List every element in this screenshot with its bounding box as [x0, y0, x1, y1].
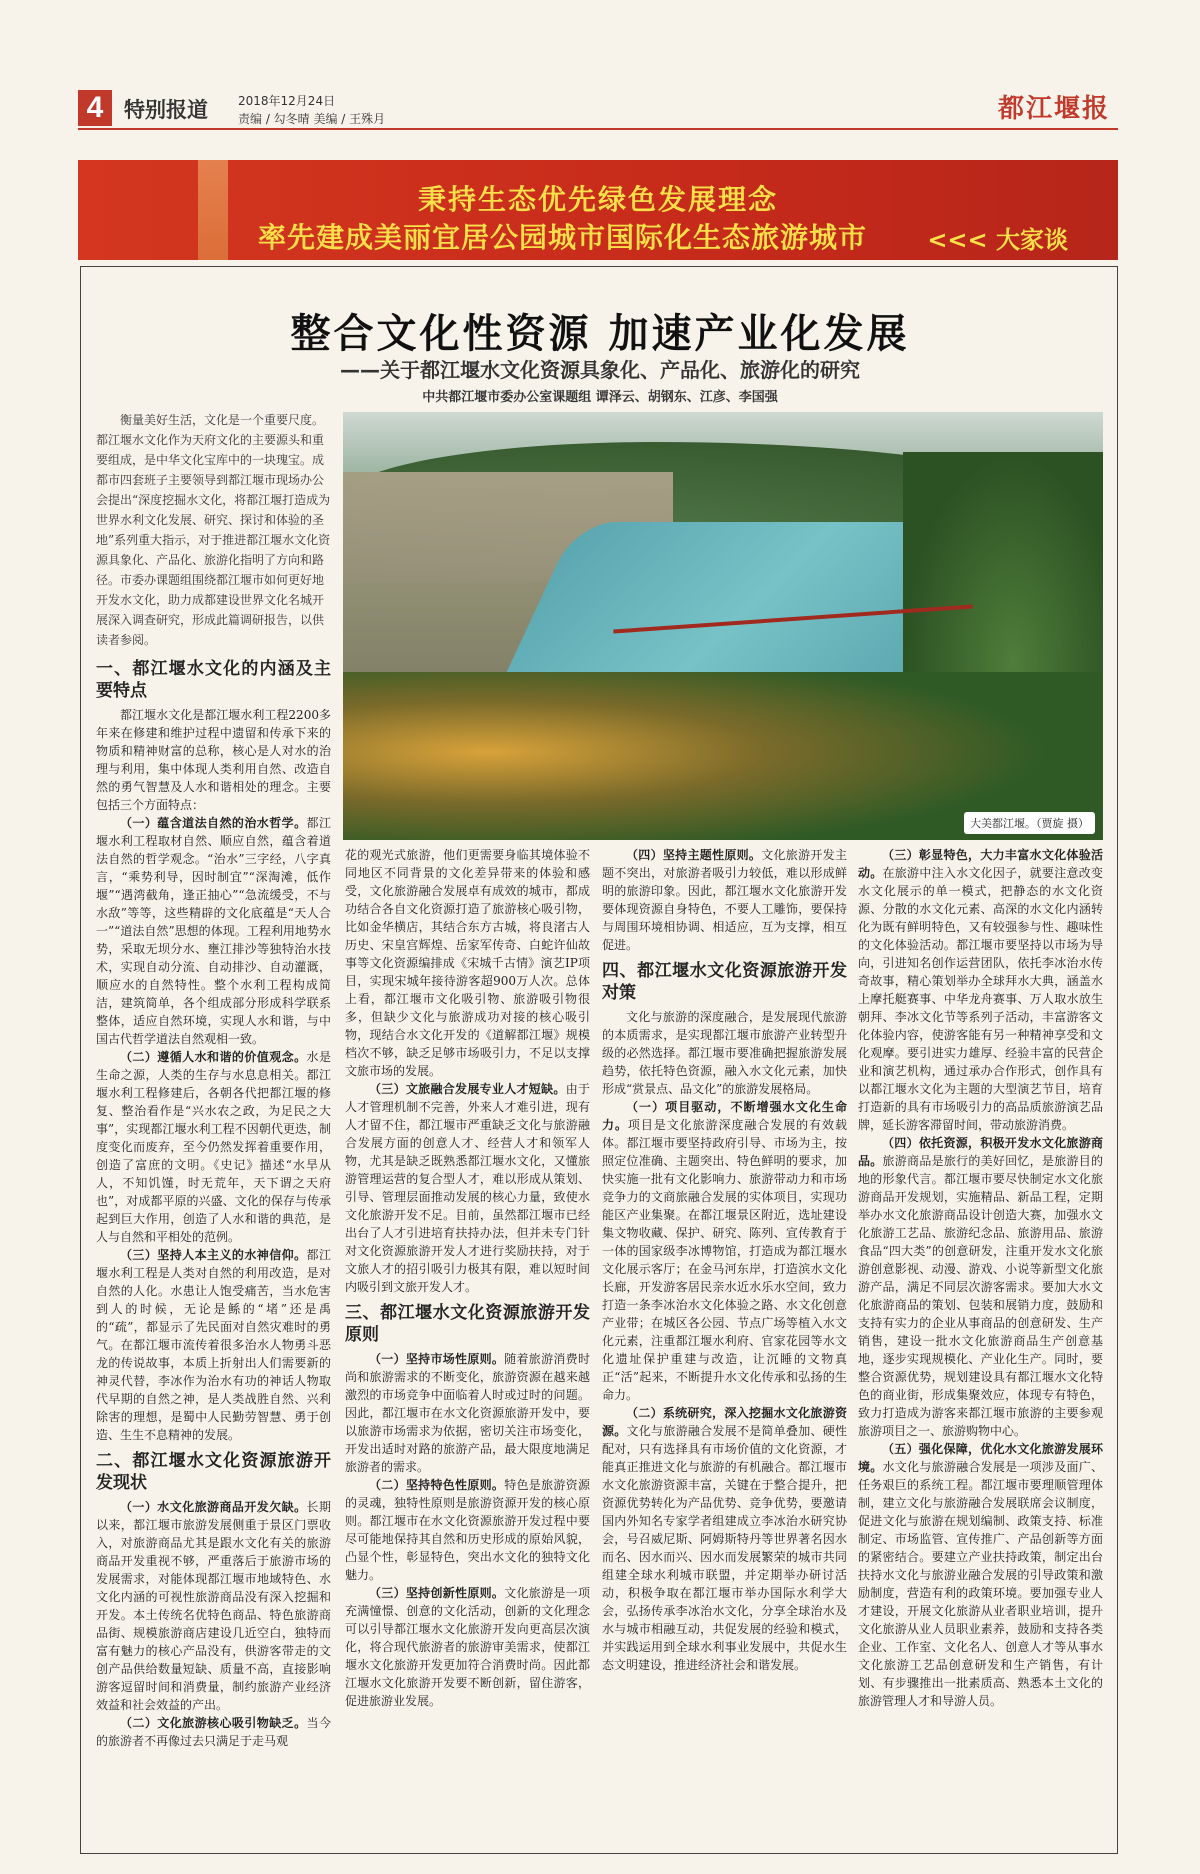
article-title: 整合文化性资源 加速产业化发展 — [290, 310, 910, 357]
paragraph-text: 文化旅游是一项充满憧憬、创意的文化活动，创新的文化理念可以引导都江堰水文化旅游开发向更高层次演化，将合现代旅游者的旅游审美需求，使都江堰水文化旅游开发更加符合消费时尚。因此都江堰水文化旅游开发要不断创新，留住游客，促进旅游业发展。 — [345, 1586, 590, 1708]
paragraph — [602, 1404, 847, 1674]
column-4 — [858, 846, 1103, 1844]
newspaper-logo: 都江堰报 — [997, 94, 1110, 124]
paragraph-text: 都江堰水利工程是人类对自然的利用改造，是对自然的人化。水患让人饱受痛苦，当水危害到人的时候，无论是鲧的“堵”还是禹的“疏”，都显示了先民面对自然灾难时的勇气。在都江堰市流传着很多治水人物勇斗恶龙的传说故事，本质上折射出人们需要新的神灵代替，李冰作为治水有功的神话人物取代早期的自然之神，是人类战胜自然、兴利除害的理想，是蜀中人民勤劳智慧、勇于创造、生生不息精神的发展。 — [96, 1248, 331, 1442]
paragraph — [345, 1476, 590, 1584]
banner-line-2: 率先建成美丽宜居公园城市国际化生态旅游城市 — [258, 221, 868, 254]
paragraph — [96, 1498, 331, 1714]
paragraph: 文化与旅游的深度融合，是发展现代旅游的本质需求，是实现都江堰市旅游产业转型升级的必然选择。都江堰市要准确把握旅游发展趋势，依托特色资源，融入水文化元素，加快形成“赏景点、品文化”的旅游发展格局。 — [602, 1010, 847, 1096]
paragraph — [345, 1350, 590, 1476]
subheading: （二）系统研究，深入挖掘水文化旅游资源。 — [602, 1406, 847, 1438]
subheading: （四）坚持主题性原则。 — [626, 848, 762, 862]
paragraph — [96, 1714, 331, 1750]
paragraph-text: 特色是旅游资源的灵魂，独特性原则是旅游资源开发的核心原则。都江堰市在水文化资源旅游开发过程中要尽可能地保持其自然和历史形成的原始风貌，凸显个性，彰显特色，突出水文化的独特文化魅力。 — [345, 1478, 590, 1582]
page-number: 4 — [78, 90, 112, 126]
paragraph — [96, 814, 331, 1048]
masthead — [78, 88, 1118, 130]
subheading: （三）坚持创新性原则。 — [369, 1586, 505, 1600]
issue-date: 2018年12月24日 — [238, 94, 336, 108]
banner-line-1: 秉持生态优先绿色发展理念 — [417, 183, 778, 216]
paragraph: 都江堰水文化是都江堰水利工程2200多年来在修建和维护过程中遗留和传承下来的物质和精神财富的总称，核心是人对水的治理与利用，集中体现人类利用自然、改造自然的勇气智慧及人水和谐相处的理念。主要包括三个方面特点： — [96, 708, 331, 812]
paragraph — [96, 1048, 331, 1246]
subheading: （一）水文化旅游商品开发欠缺。 — [120, 1500, 307, 1514]
photo-caption: 大美都江堰。（贾旋 摄） — [964, 812, 1095, 834]
paragraph — [858, 1134, 1103, 1440]
paragraph-text: 旅游商品是旅行的美好回忆，是旅游目的地的形象代言。都江堰市要尽快制定水文化旅游商品开发规划，实施精品、新品工程，定期举办水文化旅游商品设计创造大赛，加强水文化旅游工艺品、旅游纪念品、旅游用品、旅游食品“四大类”的创意研发，注重开发水文化旅游创意影视、动漫、游戏、小说等新型文化旅游产品，满足不同层次游客需求。要加大水文化旅游商品的策划、包装和展销力度，鼓励和支持有实力的企业从事商品的创意研发、生产销售，建设一批水文化旅游商品生产创意基地，逐步实现规模化、产业化生产。同时，要整合资源优势，规划建设具有都江堰水文化特色的商业街，形成集聚效应，体现专有特色，致力打造成为游客来都江堰市旅游的主要参观旅游项目之一、旅游购物中心。 — [858, 1154, 1103, 1438]
heading-3: 三、都江堰水文化资源旅游开发原则 — [345, 1303, 590, 1345]
subheading: （三）坚持人本主义的水神信仰。 — [120, 1248, 307, 1262]
lead-paragraph: 衡量美好生活，文化是一个重要尺度。都江堰水文化作为天府文化的主要源头和重要组成，是中华文化宝库中的一块瑰宝。成都市四套班子主要领导到都江堰市现场办公会提出“深度挖掘水文化，将都江堰打造成为世界水利文化发展、研究、探讨和体验的圣地”系列重大指示，对于推进都江堰水文化资源具象化、产品化、旅游化指明了方向和路径。市委办课题组围绕都江堰市如何更好地开发水文化，助力成都建设世界文化名城开展深入调查研究，形成此篇调研报告，以供读者参阅。 — [96, 413, 331, 647]
heading-1: 一、都江堰水文化的内涵及主要特点 — [96, 659, 331, 701]
subheading: （一）蕴含道法自然的治水哲学。 — [120, 816, 307, 830]
subheading: （二）遵循人水和谐的价值观念。 — [120, 1050, 307, 1064]
subheading: （三）彰显特色，大力丰富水文化体验活动。 — [858, 848, 1103, 880]
dujiangyan-photo — [343, 412, 1103, 840]
subheading: （二）坚持特色性原则。 — [369, 1478, 505, 1492]
paragraph-text: 水是生命之源，人类的生存与水息息相关。都江堰水利工程修建后，各朝各代把都江堰的修复、整治看作是“兴水农之政，为足民之大事”，实现都江堰水利工程不因朝代更迭，制度变化而废弃，至今仍然发挥着重要作用，创造了富庶的文明。《史记》描述“水旱从人，不知饥馑，时无荒年，天下谓之天府也”，对成都平原的兴盛、文化的保存与传承起到巨大作用，创造了人水和谐的典范，是人与自然和平相处的范例。 — [96, 1050, 331, 1244]
subheading: （一）项目驱动，不断增强水文化生命力。 — [602, 1100, 847, 1132]
subheading: （三）文旅融合发展专业人才短缺。 — [369, 1082, 566, 1096]
paragraph — [345, 1584, 590, 1710]
paragraph — [602, 846, 847, 954]
paragraph-text: 长期以来，都江堰市旅游发展侧重于景区门票收入，对旅游商品尤其是跟水文化有关的旅游商品开发重视不够，严重落后于旅游市场的发展需求，对能体现都江堰市地域特色、水文化内涵的可视性旅游商品没有深入挖掘和开发。本土传统名优特色商品、特色旅游商品街、规模旅游商店建设几近空白，独特而富有魅力的核心产品没有，供游客带走的文创产品供给数量短缺、质量不高，直接影响游客逗留时间和消费量，制约旅游产业经济效益和社会效益的产出。 — [96, 1500, 331, 1712]
feature-banner — [78, 160, 1118, 260]
paragraph-text: 随着旅游消费时尚和旅游需求的不断变化，旅游资源在越来越激烈的市场竞争中面临着人时或过时的问题。因此，都江堰市在水文化资源旅游开发中，要以旅游市场需求为依据，密切关注市场变化，开发出适时对路的旅游产品，最大限度地满足旅游者的需求。 — [345, 1352, 590, 1474]
heading-4: 四、都江堰水文化资源旅游开发对策 — [602, 961, 847, 1003]
subheading: （五）强化保障，优化水文化旅游发展环境。 — [858, 1442, 1103, 1474]
paragraph-text: 水文化与旅游融合发展是一项涉及面广、任务艰巨的系统工程。都江堰市要理顺管理体制，建立文化与旅游融合发展联席会议制度，促进文化与旅游在规划编制、政策支持、标准制定、市场监管、宣传推广、产品创新等方面的紧密结合。要建立产业扶持政策，制定出台扶持水文化与旅游业融合发展的引导政策和激励制度，营造有利的政策环境。要加强专业人才建设，开展文化旅游从业者职业培训，提升文化旅游从业人员职业素养，鼓励和支持各类企业、工作室、文化名人、创意人才等从事水文化旅游工艺品创意研发和生产销售，有计划、有步骤推出一批素质高、熟悉本土文化的旅游管理人才和导游人员。 — [858, 1460, 1103, 1708]
subheading: （一）坚持市场性原则。 — [369, 1352, 505, 1366]
paragraph: 花的观光式旅游，他们更需要身临其境体验不同地区不同背景的文化差异带来的体验和感受，文化旅游融合发展卓有成效的城市，都成功结合各自文化资源打造了旅游核心吸引物，比如金华横店，其结合东方古城，将良渚古人历史、宋皇宫辉煌、岳家军传奇、白蛇许仙故事等文化资源编排成《宋城千古情》演艺IP项目，实现宋城年接待游客超900万人次。总体上看，都江堰市文化吸引物、旅游吸引物很多，但缺少文化与旅游成功对接的核心吸引物，现结合水文化开发的《道解都江堰》规模档次不够，缺乏足够市场吸引力，不足以支撑文旅市场的发展。 — [345, 848, 590, 1078]
paragraph — [858, 1440, 1103, 1710]
column-1 — [96, 652, 331, 1844]
paragraph-text: 当今的旅游者不再像过去只满足于走马观 — [96, 1716, 331, 1748]
paragraph-text: 由于人才管理机制不完善，外来人才难引进，现有人才留不住，都江堰市严重缺乏文化与旅游融合发展方面的创意人才、经营人才和领军人物，尤其是缺乏既熟悉都江堰水文化，又懂旅游管理运营的复合型人才，难以形成从策划、引导、管理层面推动发展的核心力量，致使水文化旅游开发不足。目前，虽然都江堰市已经出台了人才引进培育扶持办法，但并未专门针对文化资源旅游开发人才进行奖励扶持，对于文旅人才的招引吸引力极其有限，难以短时间内吸引到文旅开发人才。 — [345, 1082, 590, 1294]
banner-tag: <<< 大家谈 — [927, 226, 1068, 254]
section-name: 特别报道 — [124, 98, 208, 122]
paragraph-text: 在旅游中注入水文化因子，就要注意改变水文化展示的单一模式，把静态的水文化资源、分散的水文化元素、高深的水文化内涵转化为既有鲜明特色，又有较强参与性、趣味性的文化体验活动。都江堰市要坚持以市场为导向，引进知名创作运营团队，依托李冰治水传奇故事，精心策划举办全球拜水大典，涵盖水上摩托艇赛事、中华龙舟赛事、万人取水放生朝拜、李冰文化节等系列子活动，丰富游客文化体验内容，使游客能有另一种精神享受和文化观摩。要引进实力雄厚、经验丰富的民营企业和演艺机构，通过承办合作形式，创作具有以都江堰水文化为主题的大型演艺节目，培育打造新的具有市场吸引力的高品质旅游演艺品牌，延长游客滞留时间，带动旅游消费。 — [858, 866, 1103, 1132]
column-2 — [345, 846, 590, 1844]
paragraph — [345, 1080, 590, 1296]
paragraph-text: 项目是文化旅游深度融合发展的有效载体。都江堰市要坚持政府引导、市场为主，按照定位准确、主题突出、特色鲜明的要求，加快实施一批有文化影响力、旅游带动力和市场竞争力的文商旅融合发展的实体项目，实现功能区产业集聚。在都江堰景区附近，选址建设集文物收藏、保护、研究、陈列、宣传教育于一体的国家级李冰博物馆，打造成为都江堰水文化展示客厅；在金马河东岸，打造滨水文化长廊，开发游客居民亲水近水乐水空间，致力打造一条李冰治水文化体验之路、水文化创意产业带；在城区各公园、节点广场等植入水文化元素，注重都江堰水利府、官家花园等水文化遗址保护重建与改造，让沉睡的文物真正“活”起来，不断提升水文化传承和弘扬的生命力。 — [602, 1118, 847, 1402]
article-subtitle: ——关于都江堰水文化资源具象化、产品化、旅游化的研究 — [340, 358, 860, 382]
editors: 责编 / 勾冬晴 美编 / 王殊月 — [238, 112, 386, 126]
paragraph-text: 文化旅游开发主题不突出，对旅游者吸引力较低，难以形成鲜明的旅游印象。因此，都江堰水文化旅游开发要体现资源自身特色，不要人工雕饰，要保持与周围环境相协调、相适应，互为支撑，相互促进。 — [602, 848, 847, 952]
paragraph-text: 文化与旅游融合发展不是简单叠加、硬性配对，只有选择具有市场价值的文化资源，才能真正推进文化与旅游的有机融合。都江堰市水文化旅游资源丰富，关键在于整合提升，把资源优势转化为产品优势、竞争优势，要邀请国内外知名专家学者组建成立李冰治水研究协会，号召威尼斯、阿姆斯特丹等世界著名因水而名、因水而兴、因水而发展繁荣的城市共同组建全球水利城市联盟，并定期举办研讨活动，积极争取在都江堰市举办国际水利学大会，弘扬传承李冰治水文化，分享全球治水及水与城市相融互动，共促发展的经验和模式，并实践运用到全球水利事业发展中，共促水生态文明建设，推进经济社会和谐发展。 — [602, 1424, 847, 1672]
paragraph-text: 都江堰水利工程取材自然、顺应自然，蕴含着道法自然的哲学观念。“治水”三字经，八字真言，“乘势利导，因时制宜”“深淘滩，低作堰”“遇湾截角，逢正抽心”“急流缓受，不与水敌”等等，这些精辟的文化底蕴是“天人合一”“道法自然”思想的体现。工程利用地势水势，采取无坝分水、壅江排沙等独特治水技术，实现自动分流、自动排沙、自动灌溉，顺应水的自然特性。整个水利工程构成简洁，建筑简单，各个组成部分形成科学联系整体，适应自然环境，实现人水和谐，与中国古代哲学道法自然观相一致。 — [96, 816, 331, 1046]
subheading: （四）依托资源，积极开发水文化旅游商品。 — [858, 1136, 1103, 1168]
paragraph — [602, 1098, 847, 1404]
column-3 — [602, 846, 847, 1844]
heading-2: 二、都江堰水文化资源旅游开发现状 — [96, 1451, 331, 1493]
subheading: （二）文化旅游核心吸引物缺乏。 — [120, 1716, 307, 1730]
paragraph — [858, 846, 1103, 1134]
article-byline: 中共都江堰市委办公室课题组 谭泽云、胡钢东、江彦、李国强 — [422, 390, 778, 405]
paragraph — [96, 1246, 331, 1444]
